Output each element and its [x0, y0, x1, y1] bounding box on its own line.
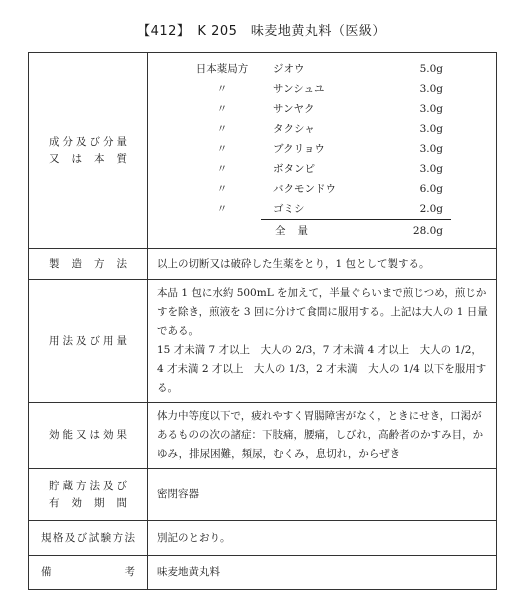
label-line: 又は本質: [49, 152, 127, 165]
document-table: [28, 52, 497, 590]
ingredient-amount: 2.0g: [419, 202, 443, 215]
ingredient-source: 〃: [216, 102, 228, 115]
total-amount: 28.0g: [412, 224, 443, 237]
content-efficacy: [148, 403, 497, 469]
content-remarks: [148, 556, 497, 590]
ingredient-name: ボタンピ: [273, 162, 315, 175]
content-composition: [148, 53, 497, 249]
ingredient-name: タクシャ: [273, 122, 315, 135]
ingredient-name: サンヤク: [273, 102, 315, 115]
total-label: 全量: [275, 224, 320, 237]
label-composition: [29, 53, 148, 249]
ingredient-amount: 6.0g: [419, 182, 443, 195]
label-usage: [29, 280, 148, 403]
label-line: 備考: [41, 566, 135, 578]
total-divider: [261, 219, 451, 220]
ingredient-list: [157, 59, 488, 243]
ingredient-row: [157, 59, 488, 79]
label-manufacturing: [29, 249, 148, 280]
content-usage: [148, 280, 497, 403]
ingredient-name: サンシュユ: [273, 82, 325, 95]
row-efficacy: [29, 403, 497, 469]
storage-text: 密閉容器: [157, 488, 199, 500]
row-usage: [29, 280, 497, 403]
remarks-text: 味麦地黄丸料: [157, 566, 220, 578]
ingredient-row: [157, 159, 488, 179]
label-line: 規格及び試験方法: [41, 531, 135, 544]
label-line: 効能又は効果: [49, 429, 127, 441]
content-storage: [148, 469, 497, 521]
page-title: 【412】 K 205 味麦地黄丸料（医級）: [137, 24, 386, 39]
ingredient-source: 〃: [216, 82, 228, 95]
label-line: 貯蔵方法及び: [49, 479, 127, 492]
ingredient-source: 〃: [216, 162, 228, 175]
ingredient-row: [157, 119, 488, 139]
ingredient-row: [157, 199, 488, 219]
row-composition: [29, 53, 497, 249]
ingredient-amount: 3.0g: [419, 142, 443, 155]
ingredient-row: [157, 99, 488, 119]
ingredient-name: ブクリョウ: [273, 142, 325, 155]
ingredient-source: 日本薬局方: [195, 62, 249, 75]
content-manufacturing: [148, 249, 497, 280]
specs-text: 別記のとおり。: [157, 531, 231, 544]
ingredient-row: [157, 139, 488, 159]
efficacy-text: 体力中等度以下で，疲れやすく胃腸障害がなく，ときにせき，口渇があるものの次の諸症：下肢痛，腰痛，しびれ，高齢者のかすみ目，かゆみ，排尿困難，頻尿，むくみ，息切れ，からぜき: [157, 410, 484, 460]
ingredient-amount: 3.0g: [419, 102, 443, 115]
manufacturing-text: 以上の切断又は破砕した生薬をとり，1 包として製する。: [157, 257, 430, 270]
ingredient-amount: 3.0g: [419, 82, 443, 95]
ingredient-name: バクモンドウ: [273, 182, 336, 195]
ingredient-total-row: [157, 221, 488, 241]
label-storage: [29, 469, 148, 521]
ingredient-source: 〃: [216, 202, 228, 215]
label-efficacy: [29, 403, 148, 469]
label-line: 用法及び用量: [49, 334, 127, 347]
ingredient-row: [157, 79, 488, 99]
usage-paragraph: 15 才未満 7 才以上 大人の 2/3，7 才未満 4 才以上 大人の 1/2，4 才未満 2 才以上 大人の 1/3，2 才未満 大人の 1/4 以下を服用する。: [157, 344, 487, 394]
ingredient-row: [157, 179, 488, 199]
ingredient-name: ゴミシ: [273, 202, 305, 215]
label-line: 製造方法: [49, 257, 127, 270]
ingredient-source: 〃: [216, 122, 228, 135]
ingredient-source: 〃: [216, 182, 228, 195]
usage-paragraph: 本品 1 包に水約 500mL を加えて，半量ぐらいまで煎じつめ，煎じかすを除き，煎液を 3 回に分けて食間に服用する。上記は大人の 1 日量である。: [157, 287, 488, 337]
row-remarks: [29, 556, 497, 590]
label-line: 有効期間: [49, 496, 127, 509]
ingredient-amount: 3.0g: [419, 122, 443, 135]
ingredient-amount: 3.0g: [419, 162, 443, 175]
label-line: 成分及び分量: [49, 135, 127, 148]
row-manufacturing: [29, 249, 497, 280]
row-specs: [29, 521, 497, 556]
row-storage: [29, 469, 497, 521]
ingredient-name: ジオウ: [273, 62, 305, 75]
ingredient-amount: 5.0g: [419, 62, 443, 75]
ingredient-source: 〃: [216, 142, 228, 155]
label-specs: [29, 521, 148, 556]
label-remarks: [29, 556, 148, 590]
content-specs: [148, 521, 497, 556]
